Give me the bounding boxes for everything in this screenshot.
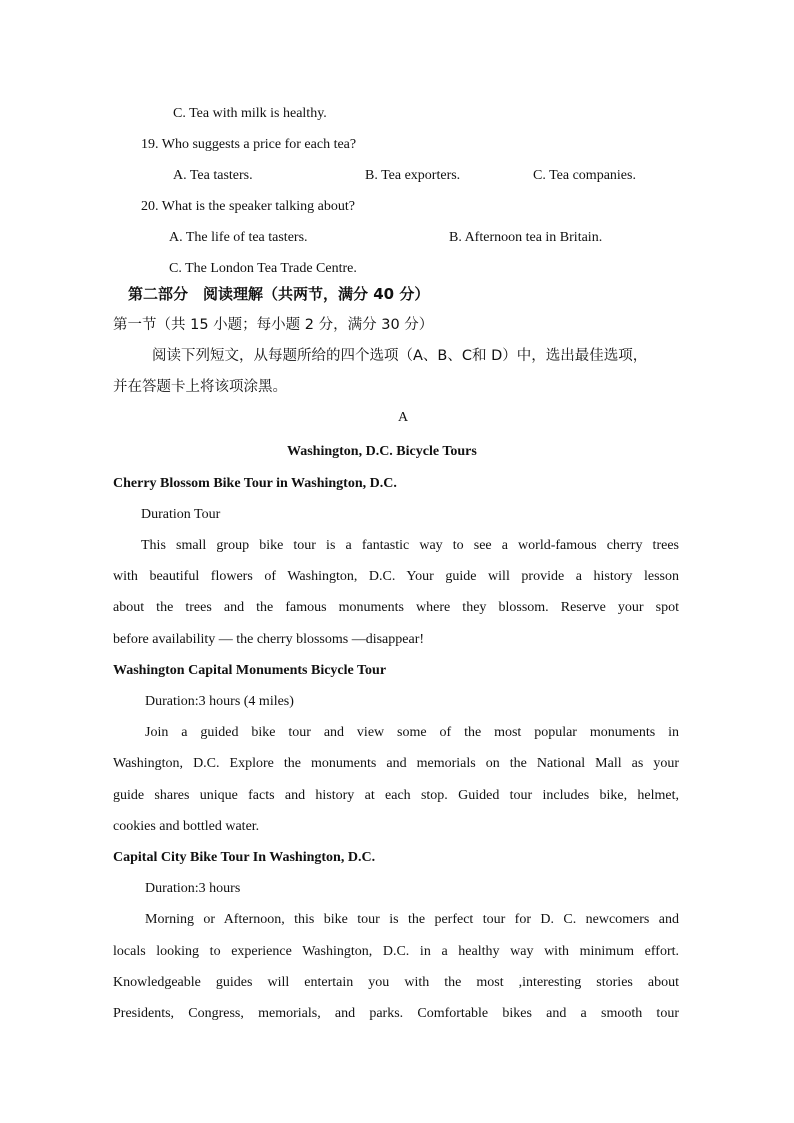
tour-3-name: Capital City Bike Tour In Washington, D.C. [113, 850, 376, 865]
q20-stem: 20. What is the speaker talking about? [141, 199, 355, 214]
tour-1-line-3: about the trees and the famous monuments where they blossom. Reserve your spot [113, 600, 679, 615]
tour-1-line-2: with beautiful flowers of Washington, D.C. Your guide will provide a history lesson [113, 569, 679, 584]
q20-option-b: B. Afternoon tea in Britain. [449, 230, 603, 245]
q20-option-c: C. The London Tea Trade Centre. [169, 261, 357, 276]
tour-3-line-3: Knowledgeable guides will entertain you with the most ,interesting stories about [113, 975, 679, 990]
tour-1-line-1: This small group bike tour is a fantastic way to see a world-famous cherry trees [141, 538, 679, 553]
tour-2-name: Washington Capital Monuments Bicycle Tour [113, 663, 387, 678]
q19-option-c: C. Tea companies. [533, 168, 636, 183]
part-title: 第二部分 阅读理解（共两节，满分 40 分） [128, 285, 430, 303]
section-subtitle: 第一节（共 15 小题；每小题 2 分，满分 30 分） [113, 317, 434, 333]
passage-letter: A [398, 410, 409, 425]
q19-option-b: B. Tea exporters. [365, 168, 461, 183]
tour-2-line-1: Join a guided bike tour and view some of the most popular monuments in [145, 725, 679, 740]
tour-2-line-3: guide shares unique facts and history at each stop. Guided tour includes bike, helmet, [113, 788, 679, 803]
passage-title: Washington, D.C. Bicycle Tours [287, 444, 477, 459]
tour-1-line-4: before availability — the cherry blossoms —disappear! [113, 632, 425, 647]
tour-2-duration: Duration:3 hours (4 miles) [145, 694, 294, 709]
tour-1-name: Cherry Blossom Bike Tour in Washington, D.C. [113, 476, 397, 491]
tour-3-duration: Duration:3 hours [145, 881, 241, 896]
tour-2-line-2: Washington, D.C. Explore the monuments and memorials on the National Mall as your [113, 756, 679, 771]
tour-1-duration: Duration Tour [141, 507, 221, 522]
q18-option-c: C. Tea with milk is healthy. [173, 106, 327, 121]
instruction-line-1: 阅读下列短文，从每题所给的四个选项（A、B、C和 D）中，选出最佳选项， [152, 348, 648, 364]
tour-3-line-1: Morning or Afternoon, this bike tour is the perfect tour for D. C. newcomers and [145, 912, 679, 927]
tour-3-line-2: locals looking to experience Washington, D.C. in a healthy way with minimum effort. [113, 944, 679, 959]
tour-3-line-4: Presidents, Congress, memorials, and parks. Comfortable bikes and a smooth tour [113, 1006, 679, 1021]
q19-option-a: A. Tea tasters. [173, 168, 253, 183]
instruction-line-2: 并在答题卡上将该项涂黑。 [113, 379, 287, 395]
q20-option-a: A. The life of tea tasters. [169, 230, 308, 245]
q19-stem: 19. Who suggests a price for each tea? [141, 137, 357, 152]
tour-2-line-4: cookies and bottled water. [113, 819, 260, 834]
